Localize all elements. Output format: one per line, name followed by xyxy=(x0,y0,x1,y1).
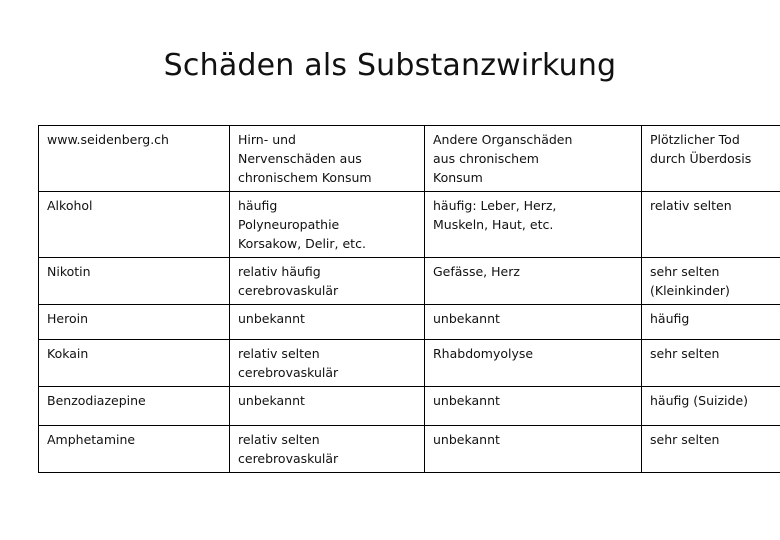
table-row xyxy=(39,192,780,258)
overdose-death-cell: sehr selten xyxy=(642,426,780,473)
substance-cell: Benzodiazepine xyxy=(39,387,230,426)
table-row xyxy=(39,258,780,305)
organ-damage-cell: unbekannt xyxy=(425,305,642,340)
nerve-damage-cell: unbekannt xyxy=(230,387,425,426)
source-url: www.seidenberg.ch xyxy=(39,126,230,192)
organ-damage-cell: Rhabdomyolyse xyxy=(425,340,642,387)
overdose-death-cell: häufig xyxy=(642,305,780,340)
overdose-death-cell: relativ selten xyxy=(642,192,780,258)
substance-damage-table xyxy=(38,125,780,473)
nerve-damage-cell: relativ häufig cerebrovaskulär xyxy=(230,258,425,305)
substance-cell: Kokain xyxy=(39,340,230,387)
table-row xyxy=(39,340,780,387)
table-header-row xyxy=(39,126,780,192)
table-row xyxy=(39,387,780,426)
substance-cell: Nikotin xyxy=(39,258,230,305)
substance-cell: Amphetamine xyxy=(39,426,230,473)
column-header-nerve-damage: Hirn- und Nervenschäden aus chronischem Konsum xyxy=(230,126,425,192)
nerve-damage-cell: relativ selten cerebrovaskulär xyxy=(230,426,425,473)
nerve-damage-cell: häufig Polyneuropathie Korsakow, Delir, etc. xyxy=(230,192,425,258)
overdose-death-cell: häufig (Suizide) xyxy=(642,387,780,426)
slide-title: Schäden als Substanzwirkung xyxy=(163,48,617,83)
table-row xyxy=(39,305,780,340)
organ-damage-cell: unbekannt xyxy=(425,426,642,473)
overdose-death-cell: sehr selten (Kleinkinder) xyxy=(642,258,780,305)
substance-cell: Heroin xyxy=(39,305,230,340)
substance-cell: Alkohol xyxy=(39,192,230,258)
organ-damage-cell: unbekannt xyxy=(425,387,642,426)
nerve-damage-cell: unbekannt xyxy=(230,305,425,340)
nerve-damage-cell: relativ selten cerebrovaskulär xyxy=(230,340,425,387)
organ-damage-cell: Gefässe, Herz xyxy=(425,258,642,305)
column-header-overdose-death: Plötzlicher Tod durch Überdosis xyxy=(642,126,780,192)
organ-damage-cell: häufig: Leber, Herz, Muskeln, Haut, etc. xyxy=(425,192,642,258)
overdose-death-cell: sehr selten xyxy=(642,340,780,387)
column-header-organ-damage: Andere Organschäden aus chronischem Konsum xyxy=(425,126,642,192)
table-row xyxy=(39,426,780,473)
